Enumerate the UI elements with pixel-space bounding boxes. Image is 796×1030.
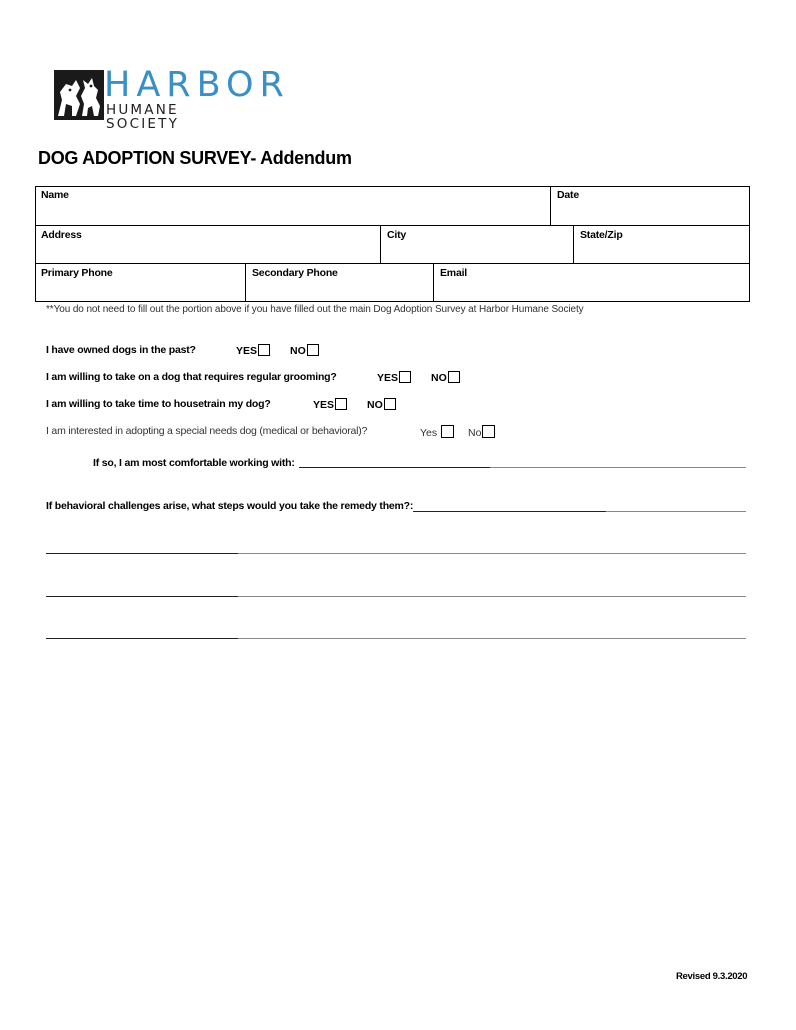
question-comfortable-working: If so, I am most comfortable working with:	[93, 457, 295, 469]
grid-border	[35, 186, 750, 302]
dog-cat-logo-icon	[54, 70, 104, 120]
behavioral-answer-line-2-ext[interactable]	[238, 553, 746, 554]
behavioral-answer-line-1-ext[interactable]	[606, 511, 746, 512]
date-label: Date	[557, 189, 579, 201]
yes-label: YES	[313, 399, 335, 411]
housetrain-yes-option[interactable]	[313, 398, 347, 411]
revised-date: Revised 9.3.2020	[676, 971, 748, 982]
behavioral-answer-line-3[interactable]	[46, 596, 238, 597]
primary-phone-label: Primary Phone	[41, 267, 113, 279]
question-special-needs: I am interested in adopting a special needs dog (medical or behavioral)?	[46, 425, 368, 437]
special-needs-no-option[interactable]	[468, 425, 495, 439]
behavioral-answer-line-2[interactable]	[46, 553, 238, 554]
special-needs-yes-checkbox[interactable]	[441, 425, 454, 438]
logo-word-harbor: HARBOR	[104, 65, 290, 105]
owned-dogs-yes-checkbox[interactable]	[258, 344, 270, 356]
special-needs-no-checkbox[interactable]	[482, 425, 495, 438]
behavioral-answer-line-4-ext[interactable]	[238, 638, 746, 639]
no-label: NO	[290, 345, 306, 357]
behavioral-answer-line-4[interactable]	[46, 638, 238, 639]
question-housetrain: I am willing to take time to housetrain my dog?	[46, 398, 271, 410]
no-label: NO	[367, 399, 383, 411]
housetrain-yes-checkbox[interactable]	[335, 398, 347, 410]
grooming-no-checkbox[interactable]	[448, 371, 460, 383]
email-label: Email	[440, 267, 468, 279]
grooming-yes-checkbox[interactable]	[399, 371, 411, 383]
owned-dogs-yes-option[interactable]	[236, 344, 270, 357]
city-label: City	[387, 229, 407, 241]
question-behavioral-steps: If behavioral challenges arise, what steps would you take the remedy them?:	[46, 500, 414, 512]
comfortable-working-answer-line-ext[interactable]	[490, 467, 746, 468]
no-label: NO	[431, 372, 447, 384]
yes-label: YES	[377, 372, 399, 384]
housetrain-no-checkbox[interactable]	[384, 398, 396, 410]
grooming-yes-option[interactable]	[377, 371, 411, 384]
harbor-logo	[54, 65, 290, 132]
behavioral-answer-line-3-ext[interactable]	[238, 596, 746, 597]
contact-info-grid	[35, 186, 750, 302]
question-owned-dogs: I have owned dogs in the past?	[46, 344, 196, 356]
no-label: No	[468, 427, 482, 439]
housetrain-no-option[interactable]	[367, 398, 396, 411]
logo-word-humane-society: HUMANE SOCIETY	[106, 102, 180, 132]
state-zip-label: State/Zip	[580, 229, 623, 241]
behavioral-answer-line-1[interactable]	[413, 511, 606, 512]
address-label: Address	[41, 229, 82, 241]
fill-note: **You do not need to fill out the portion above if you have filled out the main Dog Adoption Survey at Harbor Humane Society	[46, 304, 584, 315]
yes-label: YES	[236, 345, 258, 357]
name-label: Name	[41, 189, 69, 201]
special-needs-yes-option[interactable]	[420, 425, 454, 439]
owned-dogs-no-checkbox[interactable]	[307, 344, 319, 356]
page-title: DOG ADOPTION SURVEY- Addendum	[38, 148, 352, 168]
grooming-no-option[interactable]	[431, 371, 460, 384]
owned-dogs-no-option[interactable]	[290, 344, 319, 357]
secondary-phone-label: Secondary Phone	[252, 267, 338, 279]
comfortable-working-answer-line[interactable]	[299, 467, 490, 468]
question-grooming: I am willing to take on a dog that requires regular grooming?	[46, 371, 337, 383]
yes-label: Yes	[420, 427, 438, 439]
